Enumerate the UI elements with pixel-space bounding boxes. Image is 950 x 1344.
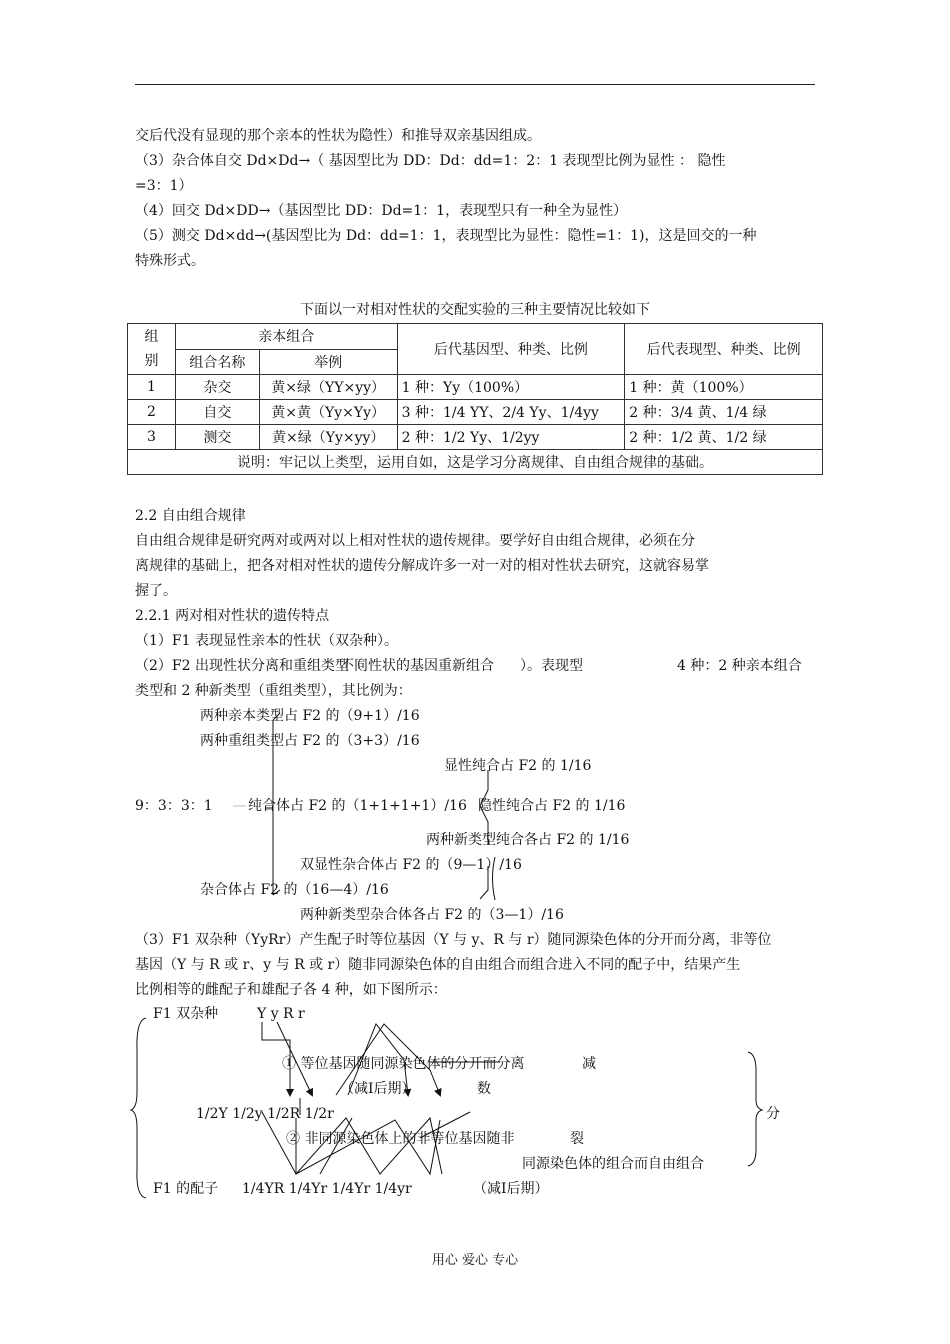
section-para-1: 自由组合规律是研究两对或两对以上相对性状的遗传规律。要学好自由组合规律，必须在分 [135, 533, 695, 549]
cell-example: 黄×绿（YY×yy） [259, 375, 397, 400]
cell-phenotype: 2 种：1/2 黄、1/2 绿 [625, 425, 823, 450]
cell-genotype: 3 种：1/4 YY、2/4 Yy、1/4yy [397, 400, 625, 425]
right-brace [748, 1052, 762, 1166]
side-char-1: 减 [582, 1056, 596, 1072]
item-3-line-2: 基因（Y 与 R 或 r、y 与 R 或 r）随非同源染色体的自由组合而组合进入不同的配子中，结果产生 [135, 957, 741, 973]
page-footer: 用心 爱心 专心 [431, 1253, 519, 1268]
header-group: 组 别 [128, 324, 176, 375]
rec-pure: 隐性纯合占 F2 的 1/16 [478, 798, 626, 814]
step-2-cont: 同源染色体的组合而自由组合 [522, 1156, 704, 1172]
side-char-3: 分 [766, 1106, 780, 1122]
item-3-line-1: （3）F1 双杂种（YyRr）产生配子时等位基因（Y 与 y、R 与 r）随同源染色体的分开而分离，非等位 [135, 932, 772, 948]
section-para-2: 离规律的基础上，把各对相对性状的遗传分解成许多一对一对的相对性状去研究，这就容易掌 [135, 558, 709, 574]
header-parent: 亲本组合 [175, 324, 397, 350]
cell-name: 测交 [175, 425, 259, 450]
header-name: 组合名称 [175, 349, 259, 375]
cell-genotype: 2 种：1/2 Yy、1/2yy [397, 425, 625, 450]
header-example: 举例 [259, 349, 397, 375]
subsection-title: 2.2.1 两对相对性状的遗传特点 [135, 608, 330, 624]
bracket-het [493, 857, 496, 900]
table-caption: 下面以一对相对性状的交配实验的三种主要情况比较如下 [300, 302, 650, 318]
cell-id: 1 [128, 375, 176, 400]
header-phenotype: 后代表现型、种类、比例 [625, 324, 823, 375]
arrow-y [277, 1022, 312, 1095]
cell-genotype: 1 种：Yy（100%） [397, 375, 625, 400]
ratio: 9：3：3：1 [135, 798, 213, 814]
cell-id: 3 [128, 425, 176, 450]
f1-label: F1 双杂种 [153, 1006, 219, 1022]
intro-line-1: 交后代没有显现的那个亲本的性状为隐性）和推导双亲基因组成。 [135, 128, 541, 144]
step-2-phase: （减Ⅰ后期） [473, 1181, 549, 1197]
intro-line-2: （3）杂合体自交 Dd×Dd→（ 基因型比为 DD：Dd：dd=1：2：1 表现型比例为显性 ： 隐性 [135, 153, 726, 169]
new-pure: 两种新类型纯合各占 F2 的 1/16 [426, 832, 630, 848]
new-het: 两种新类型杂合体各占 F2 的（3—1）/16 [300, 907, 564, 923]
arrow-R [348, 1024, 408, 1095]
arrow-Y [262, 1022, 290, 1095]
f1-gametes-label: F1 的配子 [153, 1181, 219, 1197]
cell-phenotype: 1 种：黄（100%） [625, 375, 823, 400]
cell-id: 2 [128, 400, 176, 425]
side-char-2: 数 [477, 1081, 491, 1097]
cell-example: 黄×黄（Yy×Yy） [259, 400, 397, 425]
gametes-2: 1/4YR 1/4Yr 1/4Yr 1/4yr [242, 1181, 412, 1197]
item-2-part-d: 类型和 2 种新类型（重组类型），其比例为： [135, 683, 412, 699]
cell-name: 杂交 [175, 375, 259, 400]
item-2-part-b: ）。表现型 [520, 658, 583, 674]
pure-total: 纯合体占 F2 的（1+1+1+1）/16 [248, 798, 467, 814]
f1-genes: Y y R r [257, 1006, 305, 1022]
item-1: （1）F1 表现显性亲本的性状（双杂种）。 [135, 633, 398, 649]
gametes-1: 1/2Y 1/2y 1/2R 1/2r [196, 1106, 334, 1122]
left-brace [131, 1018, 146, 1198]
step-1: ① 等位基因随同源染色体的分开而分离 [282, 1056, 525, 1072]
header-genotype: 后代基因型、种类、比例 [397, 324, 625, 375]
cell-phenotype: 2 种：3/4 黄、1/4 绿 [625, 400, 823, 425]
step-2: ② 非同源染色体上的非等位基因随非 [286, 1131, 515, 1147]
arrow-r [336, 1024, 440, 1095]
bracket-pure [480, 770, 488, 845]
section-para-3: 握了。 [135, 583, 177, 599]
cross-lines-2 [296, 1118, 440, 1174]
double-het: 双显性杂合体占 F2 的（9—1）/16 [300, 857, 522, 873]
het-total: 杂合体占 F2 的（16—4）/16 [200, 882, 389, 898]
item-3-line-3: 比例相等的雌配子和雄配子各 4 种，如下图所示： [135, 982, 447, 998]
side-char-4: 裂 [570, 1131, 584, 1147]
intro-line-5: （5）测交 Dd×dd→(基因型比为 Dd：dd=1：1，表现型比为显性：隐性=1：1)，这是回交的一种 [135, 228, 757, 244]
intro-line-4: （4）回交 Dd×DD→（基因型比 DD：Dd=1：1，表现型只有一种全为显性） [135, 203, 628, 219]
table-note: 说明：牢记以上类型，运用自如，这是学习分离规律、自由组合规律的基础。 [128, 450, 823, 475]
recomb-types: 两种重组类型占 F2 的（3+3）/16 [200, 733, 420, 749]
step-1-phase: （减Ⅰ后期） [340, 1081, 416, 1097]
parent-types: 两种亲本类型占 F2 的（9+1）/16 [200, 708, 420, 724]
item-2-overlap: 不同性状的基因重新组合 [340, 658, 494, 674]
section-title: 2.2 自由组合规律 [135, 508, 246, 524]
item-2-part-c: 4 种：2 种亲本组合 [677, 658, 802, 674]
item-2-part-a: （2）F2 出现性状分离和重组类型（ [135, 658, 363, 674]
cell-name: 自交 [175, 400, 259, 425]
dom-pure: 显性纯合占 F2 的 1/16 [444, 758, 592, 774]
intro-line-3: =3：1） [135, 178, 193, 194]
cell-example: 黄×绿（Yy×yy） [259, 425, 397, 450]
intro-line-6: 特殊形式。 [135, 253, 205, 269]
